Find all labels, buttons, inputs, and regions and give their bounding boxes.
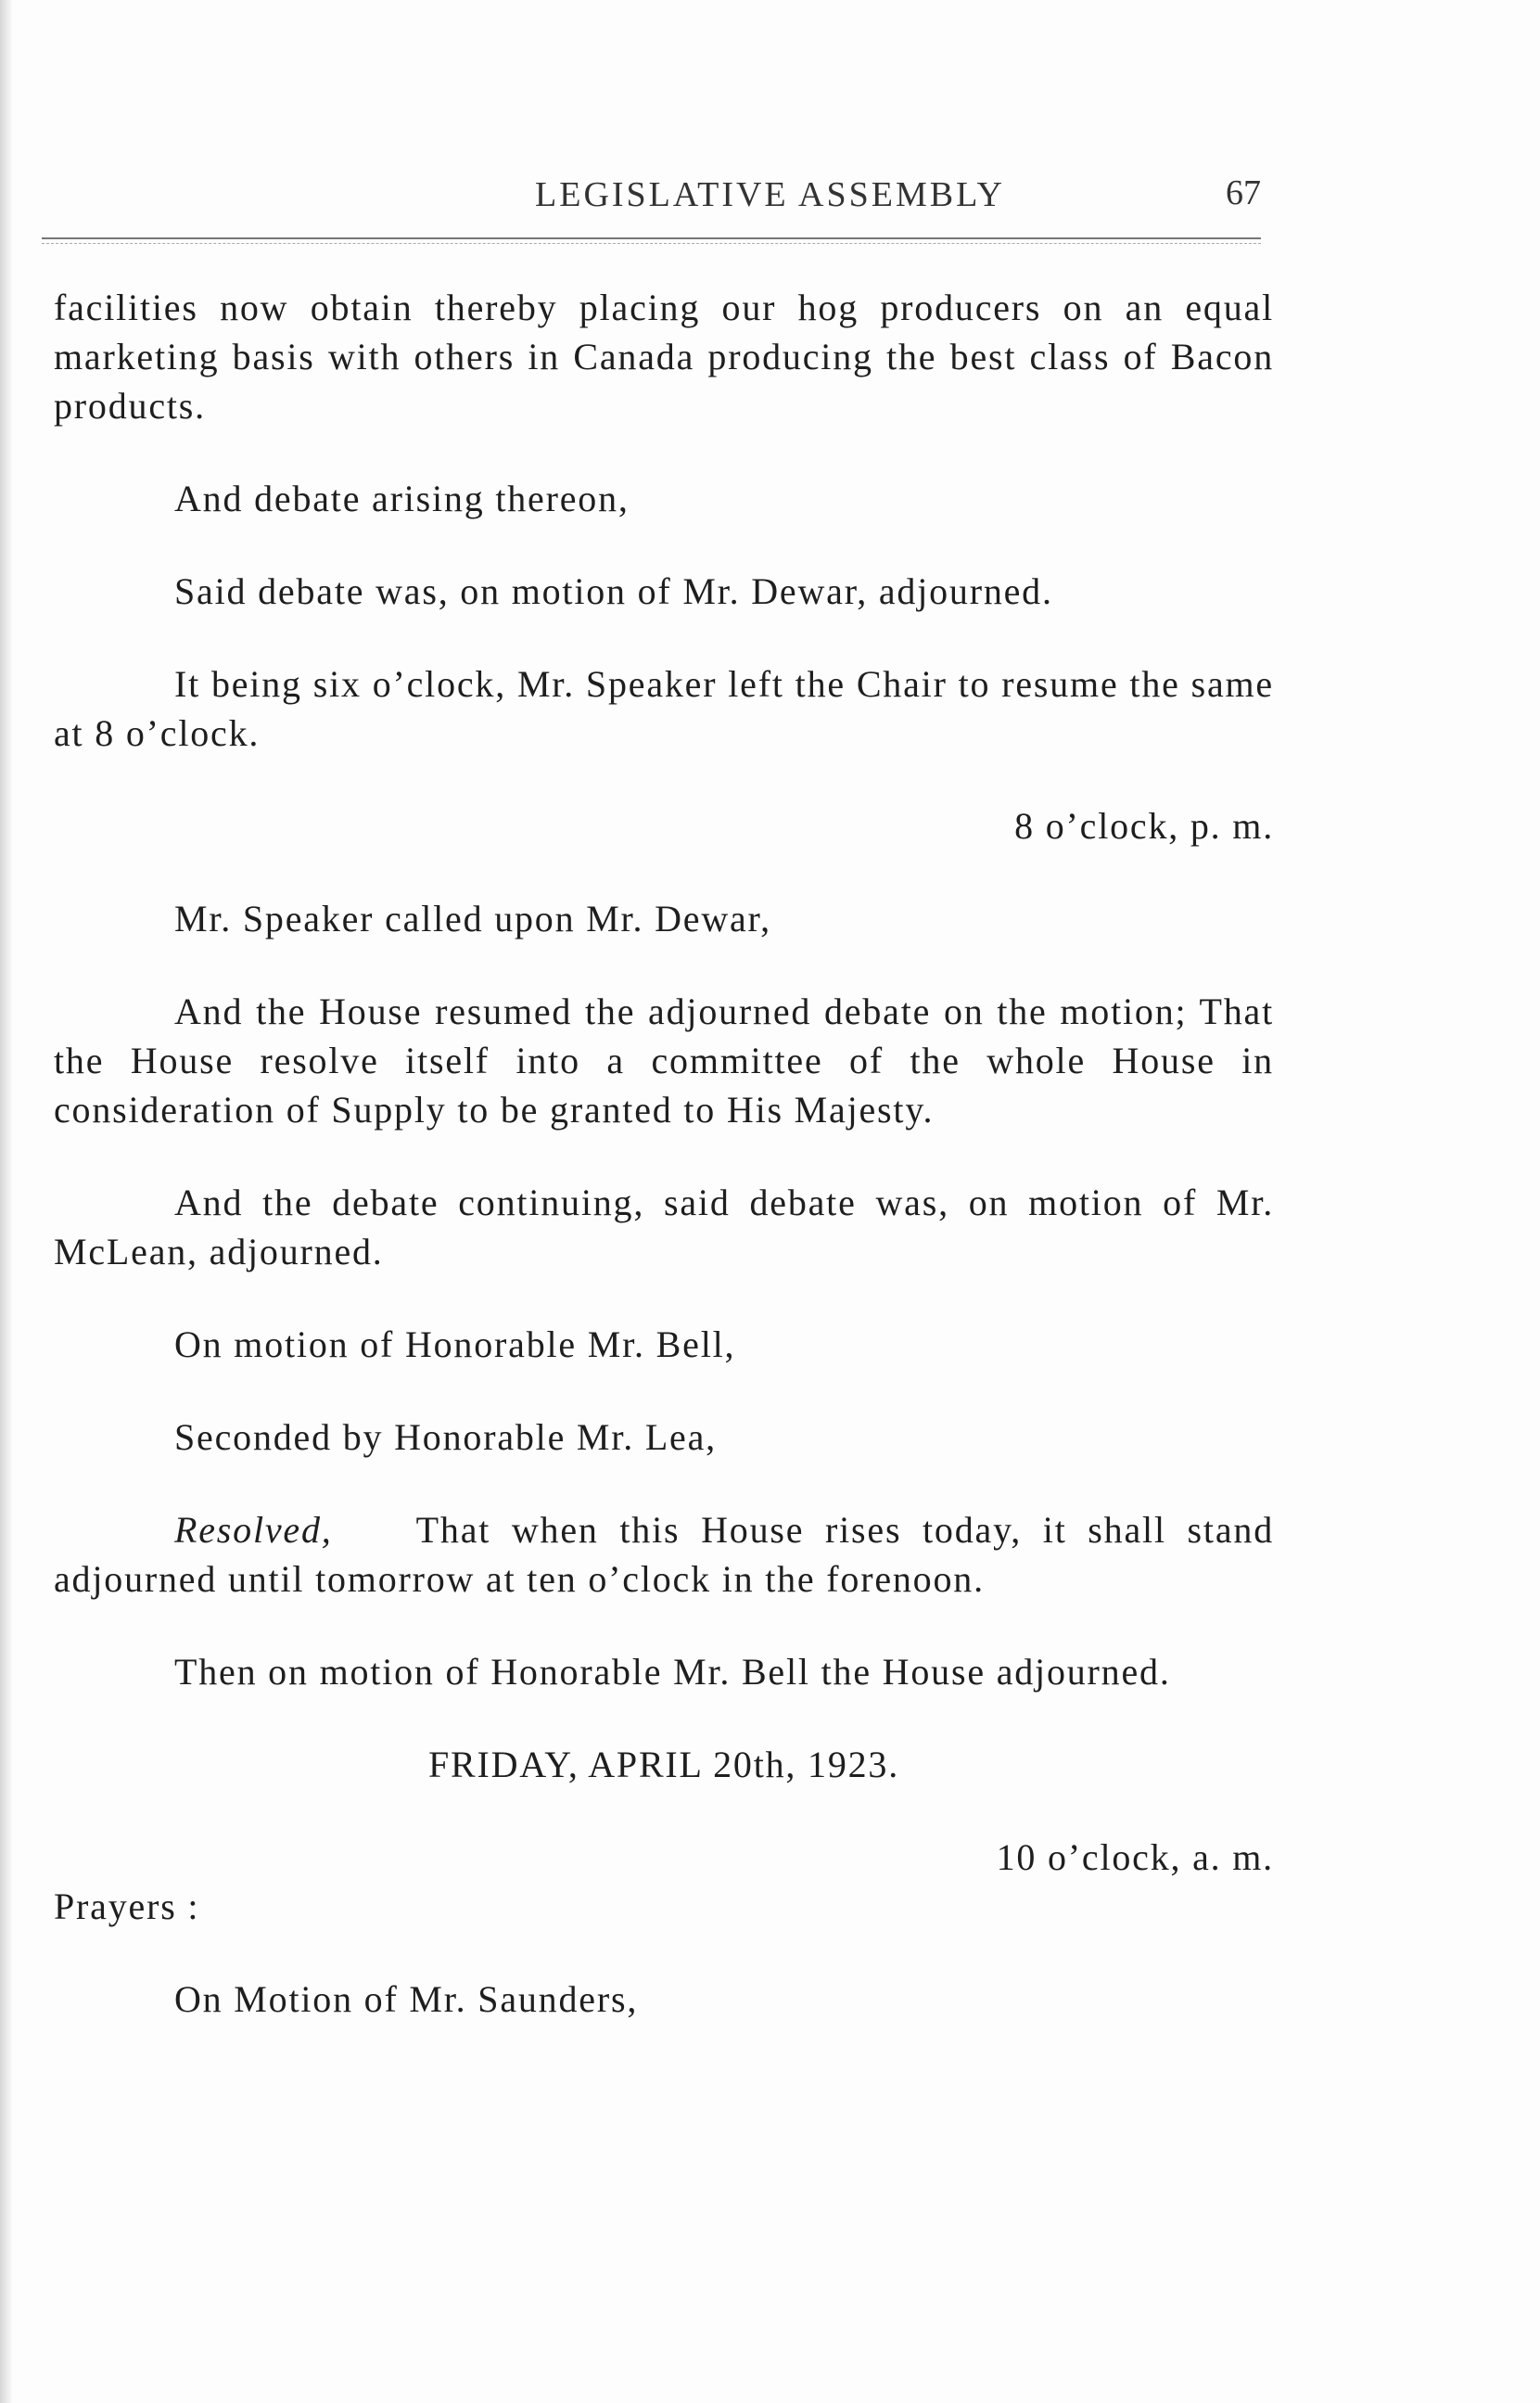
paragraph-resolved xyxy=(54,1505,1274,1604)
resolved-label: Resolved, xyxy=(174,1509,333,1551)
header-rule xyxy=(42,237,1261,239)
time-morning: 10 o’clock, a. m. xyxy=(996,1836,1274,1878)
paragraph-debate-adjourned: Said debate was, on motion of Mr. Dewar, adjourned. xyxy=(174,570,1053,612)
paragraph-debate-arising: And debate arising thereon, xyxy=(174,478,630,519)
header-rule-secondary xyxy=(42,243,1261,244)
paragraph-motion-saunders: On Motion of Mr. Saunders, xyxy=(174,1978,639,2020)
paragraph-debate-continuing: And the debate continuing, said debate was, on motion of Mr. McLean, adjourned. xyxy=(54,1182,1274,1272)
paragraph-speaker-called: Mr. Speaker called upon Mr. Dewar, xyxy=(174,898,771,939)
prayers-label: Prayers : xyxy=(54,1885,200,1927)
date-heading: FRIDAY, APRIL 20th, 1923. xyxy=(427,1744,900,1785)
time-evening: 8 o’clock, p. m. xyxy=(1014,805,1274,847)
paragraph-seconded-lea: Seconded by Honorable Mr. Lea, xyxy=(174,1416,717,1458)
paragraph-house-adjourned: Then on motion of Honorable Mr. Bell the House adjourned. xyxy=(174,1651,1171,1693)
page-edge-shadow xyxy=(0,0,13,2403)
running-header: LEGISLATIVE ASSEMBLY xyxy=(535,175,1005,214)
resolved-text: That when this House rises today, it shall stand adjourned until tomorrow at ten o’clock in the forenoon. xyxy=(54,1509,1274,1600)
page-body xyxy=(54,283,1274,2024)
paragraph-six-oclock: It being six o’clock, Mr. Speaker left the Chair to resume the same at 8 o’clock. xyxy=(54,663,1274,754)
paragraph-continuation: facilities now obtain thereby placing our hog producers on an equal marketing basis with others in Canada producing the best class of Bacon products. xyxy=(54,287,1274,427)
paragraph-house-resumed: And the House resumed the adjourned debate on the motion; That the House resolve itself into a committee of the whole House in consideration of Supply to be granted to His Majesty. xyxy=(54,991,1274,1131)
paragraph-motion-bell: On motion of Honorable Mr. Bell, xyxy=(174,1323,736,1365)
page-number: 67 xyxy=(1226,173,1261,212)
